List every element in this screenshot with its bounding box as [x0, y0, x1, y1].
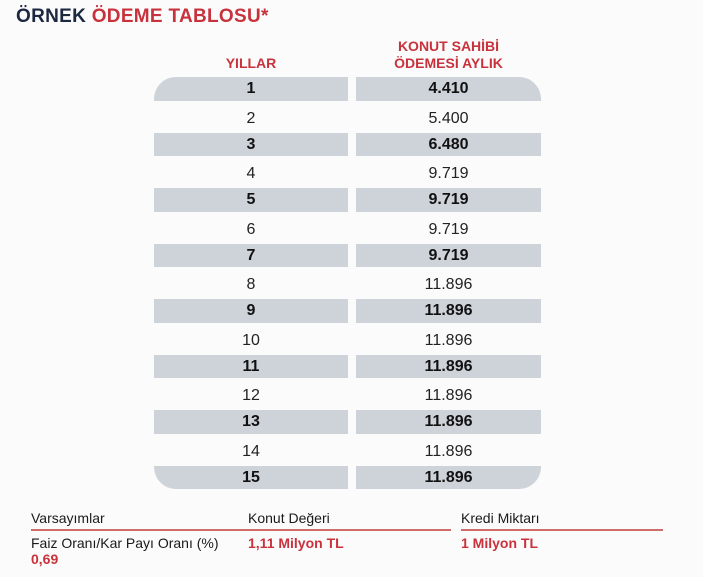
- home-value-block: [248, 510, 451, 551]
- year-cell: 13: [154, 410, 348, 434]
- year-cell: 5: [154, 188, 348, 212]
- payment-cell: 9.719: [356, 244, 541, 268]
- table-row: [154, 188, 541, 216]
- year-cell: 14: [242, 442, 260, 460]
- payment-cell: 11.896: [424, 387, 473, 405]
- year-cell: 4: [246, 165, 256, 183]
- table-row: [154, 438, 541, 466]
- payment-cell: 6.480: [356, 133, 541, 157]
- table-row: [154, 160, 541, 188]
- year-cell: 1: [154, 77, 348, 101]
- payment-cell: 11.896: [356, 410, 541, 434]
- column-header-years: YILLAR: [225, 55, 277, 71]
- column-header-payment: KONUT SAHİBİ ÖDEMESİ AYLIK: [394, 38, 503, 71]
- home-value-value: 1,11 Milyon TL: [248, 535, 344, 551]
- payment-cell: 11.896: [356, 466, 541, 490]
- year-cell: 6: [246, 220, 256, 238]
- payment-cell: 9.719: [356, 188, 541, 212]
- page-title: [16, 6, 269, 28]
- assumptions-block: [31, 510, 253, 567]
- table-row: [154, 216, 541, 244]
- payment-cell: 5.400: [428, 109, 469, 127]
- loan-amount-block: [461, 510, 663, 551]
- table-row: [154, 133, 541, 161]
- interest-rate-label: Faiz Oranı/Kar Payı Oranı (%): [31, 535, 219, 551]
- year-cell: 15: [154, 466, 348, 490]
- loan-amount-value: 1 Milyon TL: [461, 535, 538, 551]
- year-cell: 3: [154, 133, 348, 157]
- title-part-1: ÖRNEK: [16, 6, 87, 27]
- payment-table: [154, 77, 541, 493]
- payment-cell: 11.896: [424, 276, 473, 294]
- year-cell: 10: [242, 331, 260, 349]
- payment-cell: 11.896: [356, 355, 541, 379]
- table-row: [154, 410, 541, 438]
- table-row: [154, 271, 541, 299]
- payment-cell: 11.896: [356, 299, 541, 323]
- home-value-label: Konut Değeri: [248, 510, 451, 531]
- year-cell: 9: [154, 299, 348, 323]
- loan-amount-label: Kredi Miktarı: [461, 510, 663, 531]
- payment-cell: 11.896: [424, 442, 473, 460]
- table-row: [154, 77, 541, 105]
- year-cell: 2: [246, 109, 256, 127]
- title-part-2: ÖDEME TABLOSU*: [91, 6, 269, 27]
- table-row: [154, 466, 541, 494]
- payment-cell: 9.719: [428, 165, 469, 183]
- table-row: [154, 244, 541, 272]
- payment-cell: 4.410: [356, 77, 541, 101]
- year-cell: 11: [154, 355, 348, 379]
- payment-cell: 11.896: [424, 331, 473, 349]
- year-cell: 8: [246, 276, 256, 294]
- table-row: [154, 355, 541, 383]
- payment-cell: 9.719: [428, 220, 469, 238]
- interest-rate-value: 0,69: [31, 551, 59, 567]
- table-row: [154, 105, 541, 133]
- assumptions-label: Varsayımlar: [31, 510, 253, 531]
- table-row: [154, 299, 541, 327]
- year-cell: 12: [242, 387, 260, 405]
- table-row: [154, 327, 541, 355]
- year-cell: 7: [154, 244, 348, 268]
- table-row: [154, 382, 541, 410]
